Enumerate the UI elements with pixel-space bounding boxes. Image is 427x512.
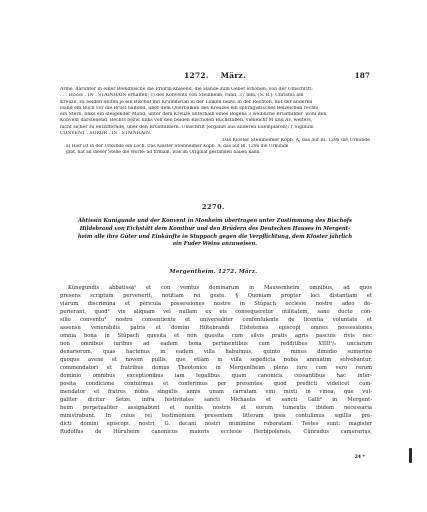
body-line: denariorum, quas hactenus in eadem villa habuimus, quinto minus dimidio sumerino — [60, 349, 372, 355]
header-month: März. — [220, 71, 246, 80]
running-head — [60, 71, 370, 83]
footnotes — [66, 144, 370, 156]
body-line: perierant, quod² vix aliquam vel nullam ex eis consequeretur utilitatem, sano ducto con- — [60, 309, 372, 315]
text-line: Das Kloster Steinheimer Kopb. A, das auf Bl. 129a die Urkunde — [222, 138, 370, 143]
body-line: commendatori et fratribus domus Theotonice in Mergentheim pleno iure cum vero rerum — [60, 365, 372, 371]
regest-line: Äbtissin Kunigunde und der Konvent in Monheim übertragen unter Zustimmung des Bischofs — [78, 218, 352, 224]
document-number: 2270. — [201, 203, 225, 211]
regest-line: heim alle ihre Güter und Einkünfte in Stuppach gegen die Verpflichtung, dem Kloster jährlich — [77, 233, 353, 240]
body-line: presens scriptum pervenerit, notitiam rei geste. § Quoniam propter loci distantiam et — [60, 293, 372, 299]
body-line: mendator et fratres nobis singulis annis unam carratam vini mixti in vinea, que vul- — [60, 389, 372, 395]
text-line: . . . BISSE . IN . STAINHAIN erhalten; c) des Konvents von Steinheim, rund, 37 mm, (S. B.): Christus am — [60, 93, 304, 99]
header-year: 1272. — [184, 71, 209, 80]
body-line: viarum discrimina et pericula possessiones nostre in Stûpach ecclesie nostre adeo de- — [60, 301, 372, 307]
body-line: assensu venerabilis patris et domini Hiltebrandi Eistetensis episcopi omnes possessiones — [60, 325, 372, 331]
page-number: 187 — [354, 71, 370, 80]
charter-text — [60, 284, 372, 436]
body-line: omnia bona in Stûpach quesita et non quesita cum silvis pratis agris pascuis rivis nec — [60, 333, 372, 339]
text-line: Konvent darstellend. Rechts bezw. links von den beiden Bischöfen Buchstaben, vielleicht M und AV, weiters, — [60, 118, 313, 124]
body-line: dominio omnibus exceptionibus iam legalibus quam canonicis cessantibus hac inter- — [60, 373, 372, 379]
text-line: Kreuze, zu beiden Seiten je ein Bischof mit Krummstab in der Linken bezw. in der Rechten, mit der anderen — [60, 99, 313, 105]
footnote-line: a) Hier ist in der Urkunde ein Loch. Das Kloster Steinheimer Kopb. A, das auf Bl. 129a die Urkunde — [66, 144, 289, 149]
body-line: posita condicione contulimus et conferimus per presentes, quod predicti videlicet com- — [60, 381, 372, 387]
body-line: silio conventu³ nostro consentiente et universaliter conſenſulente de licentia voluntate et — [60, 317, 372, 323]
regest-line: Hildebrand von Eichstätt dem Komthur und den Brüdern des Deutschen Hauses in Mergent- — [79, 225, 351, 232]
place-date-line: Mergentheim. 1272. März. — [169, 269, 258, 275]
text-line: nicht sicher zu entziffernde, über den Brustbildern. Umschrift (ergänzt aus anderen Exemplaren): † Sigillum — [60, 124, 314, 130]
text-line: Arme, darunter in einer Blendnische die Priorin knieend, die Hände zum Gebet erhoben; von der Umschrift: — [60, 87, 313, 92]
body-line: Rudolfus de Hûruheim canonicus maioris ecclesie Herbipolensis, Cûnradus camerarius, — [60, 429, 372, 435]
body-line: Kûnegundis abbatissa¹ et con vemtus dominarum in Mauwenheim omnibus, ad quos — [68, 285, 372, 291]
regest-line: ein Fuder Weins anzuweisen. — [172, 241, 258, 248]
body-line: heim perpetualiter assignabunt et nuntiis nostris et eorum tumentis ibidem necessaria — [60, 405, 372, 411]
running-head-date — [60, 71, 370, 80]
body-line: non omnibus iuribus ad eadem bona pertinentibus cum redditibus XIIII¹/₂ unciarum — [60, 341, 372, 347]
body-line: dicti domini episcopi, nostri, G. decani nostri munimine roboratam. Testes sunt: magister — [60, 421, 372, 427]
regest-summary — [60, 218, 370, 249]
body-line: ministrabunt. In cuius rei testimonium presentem litteram ipsis contulimus sigillis pre- — [60, 413, 372, 419]
text-line: ein Stern, links ein steigender Mond; unter dem Kreuze unterhalb eines Bogens 3 weibliche Brustbilder, wohl den — [60, 112, 327, 118]
page-edge-mark — [409, 448, 412, 463]
body-line: galiter dicitur Setze, infra festivitates sancti Michaelis et sancti Galli⁴ in Mergent- — [60, 397, 372, 403]
text-line: Hand ein Buch vor die Brust haltend, über dem Querbalken des Kreuzes ein sphragistisches Beizeichen rechts — [60, 105, 319, 111]
body-line: quoque avene et novem pullis, que etiam in villa sepedicta nobis annuatim solvebantur, — [60, 357, 372, 363]
previous-document-description — [60, 87, 370, 137]
footnote-line: gibt, hat an dieser Stelle die Worte: ad firmam, was im Original gestanden haben kann. — [66, 150, 261, 156]
printer-signature: 24 * — [354, 455, 365, 460]
text-line: CONVENT . SOROR . IN . STAINHAIN. — [60, 131, 152, 137]
